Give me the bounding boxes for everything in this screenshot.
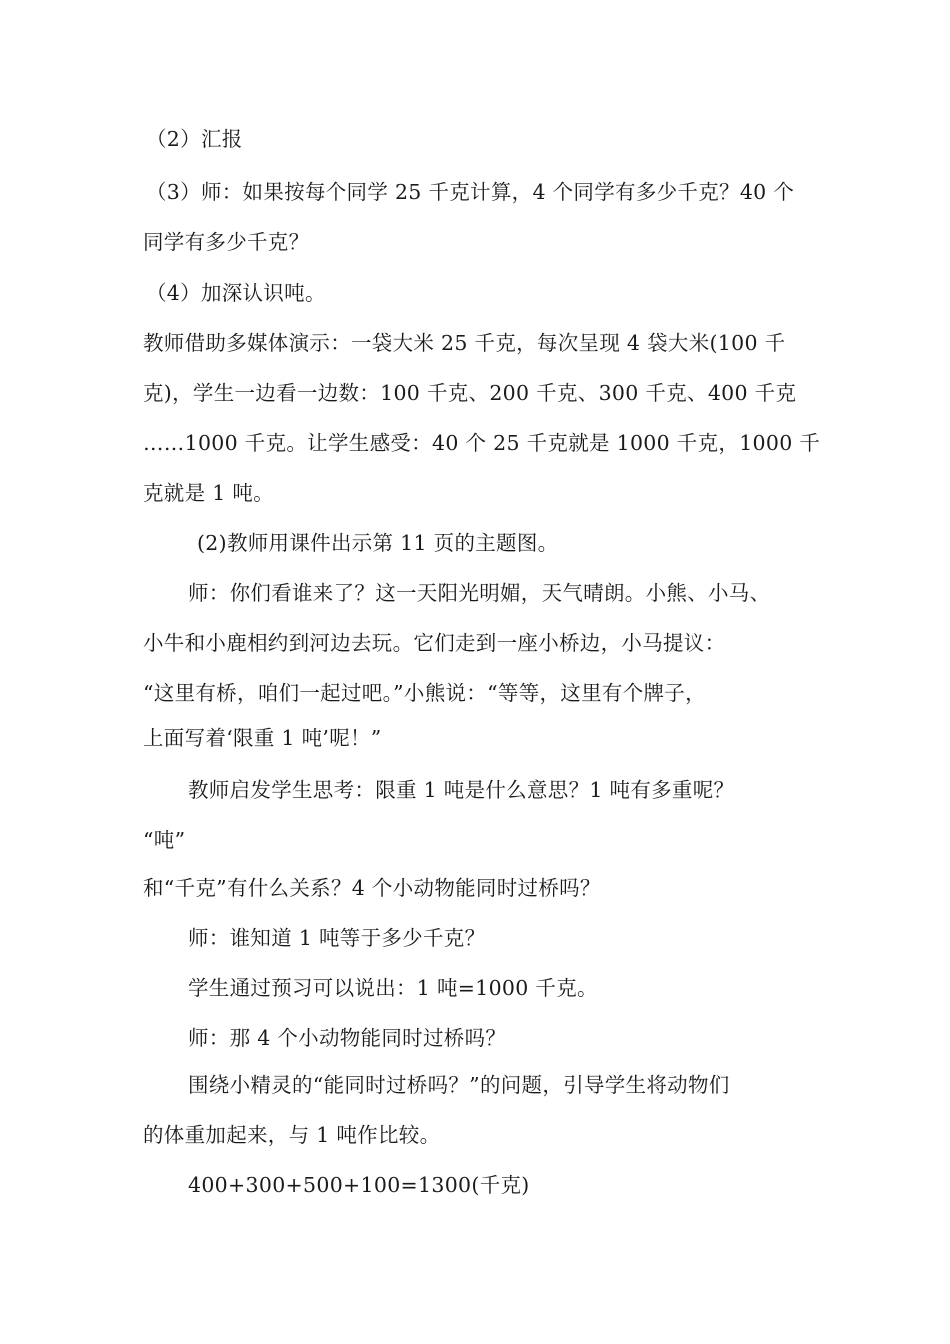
teacher-question-paragraph: 师：谁知道 1 吨等于多少千克？: [188, 926, 486, 950]
calculation-formula: 400+300+500+100=1300(千克): [188, 1173, 530, 1197]
demo-paragraph-line: 克就是 1 吨。: [143, 481, 274, 505]
question-paragraph-line: （3）师：如果按每个同学 25 千克计算，4 个同学有多少千克？40 个: [146, 180, 795, 204]
section-heading-deepen: （4）加深认识吨。: [146, 281, 326, 305]
prompt-paragraph-line: 教师启发学生思考：限重 1 吨是什么意思？1 吨有多重呢？: [188, 778, 735, 802]
section-heading-report: （2）汇报: [146, 127, 243, 151]
story-paragraph-line: 师：你们看谁来了？这一天阳光明媚，天气晴朗。小熊、小马、: [188, 581, 771, 605]
courseware-paragraph: (2)教师用课件出示第 11 页的主题图。: [197, 531, 559, 555]
demo-paragraph-line: ……1000 千克。让学生感受：40 个 25 千克就是 1000 千克，1000 千: [143, 431, 821, 455]
demo-paragraph-line: 教师借助多媒体演示：一袋大米 25 千克，每次呈现 4 袋大米(100 千: [143, 331, 786, 355]
story-paragraph-line: “这里有桥，咱们一起过吧。”小熊说：“等等，这里有个牌子，: [143, 681, 706, 705]
story-paragraph-line: 上面写着‘限重 1 吨’呢！”: [143, 726, 382, 750]
student-answer-paragraph: 学生通过预习可以说出：1 吨=1000 千克。: [188, 976, 598, 1000]
guidance-paragraph-line: 围绕小精灵的“能同时过桥吗？”的问题，引导学生将动物们: [188, 1073, 730, 1097]
question-paragraph-line: 同学有多少千克？: [143, 230, 310, 254]
teacher-question-paragraph: 师：那 4 个小动物能同时过桥吗？: [188, 1026, 507, 1050]
demo-paragraph-line: 克)，学生一边看一边数：100 千克、200 千克、300 千克、400 千克: [143, 381, 797, 405]
guidance-paragraph-line: 的体重加起来，与 1 吨作比较。: [143, 1123, 441, 1147]
prompt-paragraph-line: “吨”: [143, 828, 186, 852]
story-paragraph-line: 小牛和小鹿相约到河边去玩。它们走到一座小桥边，小马提议：: [143, 631, 726, 655]
prompt-paragraph-line: 和“千克”有什么关系？4 个小动物能同时过桥吗？: [143, 876, 601, 900]
